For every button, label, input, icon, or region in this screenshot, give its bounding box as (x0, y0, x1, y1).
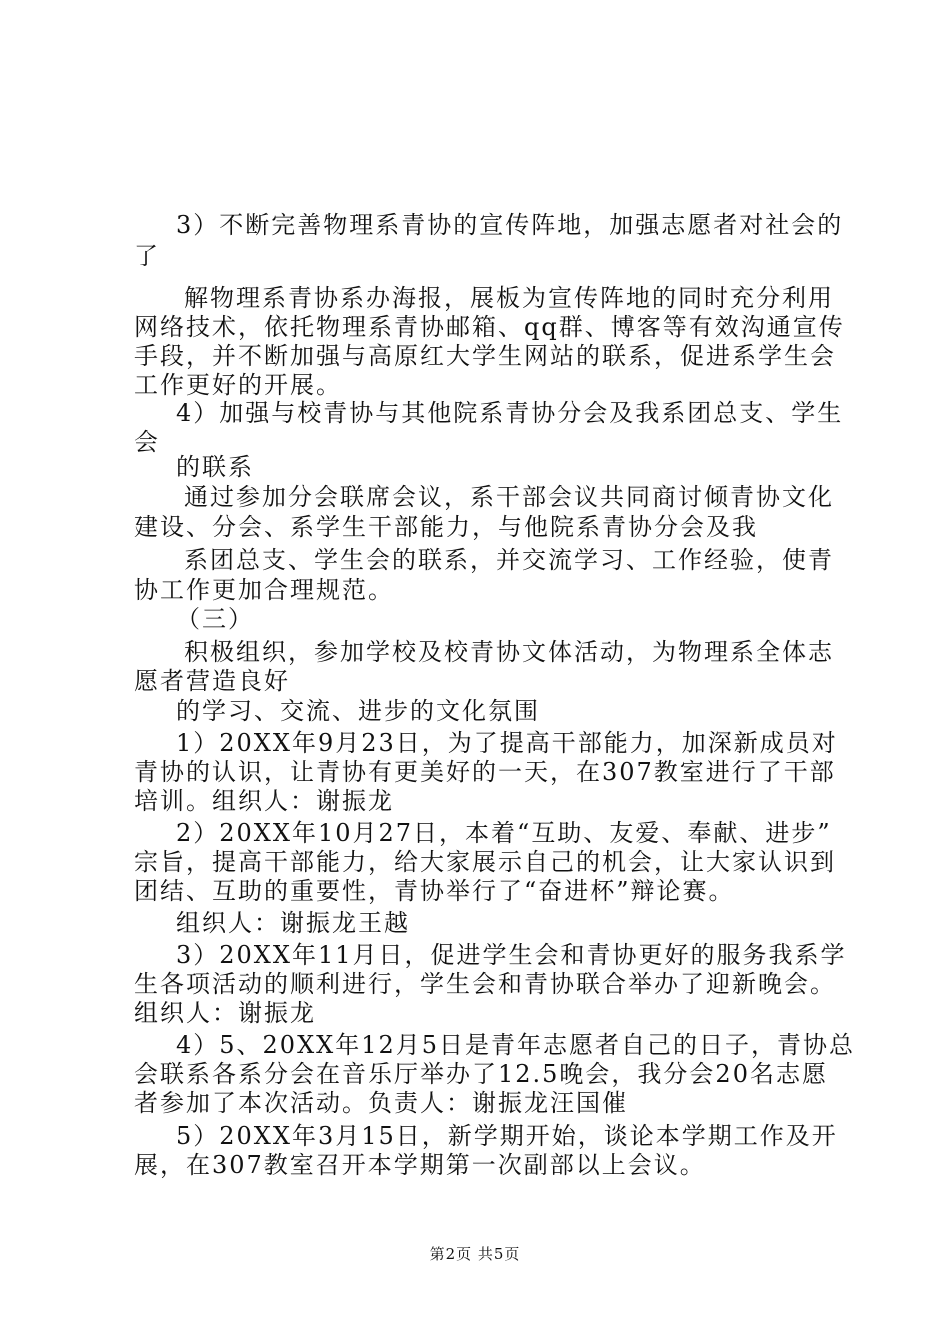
section-heading: （三） (176, 605, 254, 633)
text-line: 组织人：谢振龙王越 (176, 909, 410, 937)
text-line: 4）5、20XX年12月5日是青年志愿者自己的日子，青协总 (176, 1031, 856, 1059)
text-line: 3）20XX年11月日，促进学生会和青协更好的服务我系学 (176, 941, 847, 969)
text-line: 的联系 (176, 453, 254, 481)
text-line: 愿者营造良好 (134, 667, 290, 695)
text-line: 者参加了本次活动。负责人：谢振龙汪国催 (134, 1089, 628, 1117)
text-line: 建设、分会、系学生干部能力，与他院系青协分会及我 (134, 513, 758, 541)
text-line: 青协的认识，让青协有更美好的一天，在307教室进行了干部 (134, 758, 836, 786)
text-line: 宗旨，提高干部能力，给大家展示自己的机会，让大家认识到 (134, 848, 836, 876)
text-line: 3）不断完善物理系青协的宣传阵地，加强志愿者对社会的 (176, 211, 844, 239)
text-line: 协工作更加合理规范。 (134, 576, 394, 604)
text-line: 5）20XX年3月15日，新学期开始，谈论本学期工作及开 (176, 1122, 838, 1150)
text-line: 培训。组织人：谢振龙 (134, 787, 394, 815)
text-line: 积极组织，参加学校及校青协文体活动，为物理系全体志 (184, 638, 834, 666)
text-line: 会 (134, 428, 160, 456)
text-line: 会联系各系分会在音乐厅举办了12.5晚会，我分会20名志愿 (134, 1060, 828, 1088)
text-line: 4）加强与校青协与其他院系青协分会及我系团总支、学生 (176, 399, 844, 427)
text-line: 组织人：谢振龙 (134, 999, 316, 1027)
text-line: 展，在307教室召开本学期第一次副部以上会议。 (134, 1151, 706, 1179)
text-line: 解物理系青协系办海报，展板为宣传阵地的同时充分利用 (184, 284, 834, 312)
text-line: 1）20XX年9月23日，为了提高干部能力，加深新成员对 (176, 729, 838, 757)
text-line: 了 (134, 242, 160, 270)
text-line: 工作更好的开展。 (134, 371, 342, 399)
text-line: 系团总支、学生会的联系，并交流学习、工作经验，使青 (184, 546, 834, 574)
text-line: 通过参加分会联席会议，系干部会议共同商讨倾青协文化 (184, 483, 834, 511)
text-line: 生各项活动的顺利进行，学生会和青协联合举办了迎新晚会。 (134, 970, 836, 998)
page-number-footer: 第2页 共5页 (429, 1245, 521, 1263)
text-line: 手段，并不断加强与高原红大学生网站的联系，促进系学生会 (134, 342, 836, 370)
text-line: 网络技术，依托物理系青协邮箱、qq群、博客等有效沟通宣传 (134, 313, 845, 341)
text-line: 的学习、交流、进步的文化氛围 (176, 697, 540, 725)
text-line: 2）20XX年10月27日，本着“互助、友爱、奉献、进步” (176, 819, 832, 847)
text-line: 团结、互助的重要性，青协举行了“奋进杯”辩论赛。 (134, 877, 735, 905)
